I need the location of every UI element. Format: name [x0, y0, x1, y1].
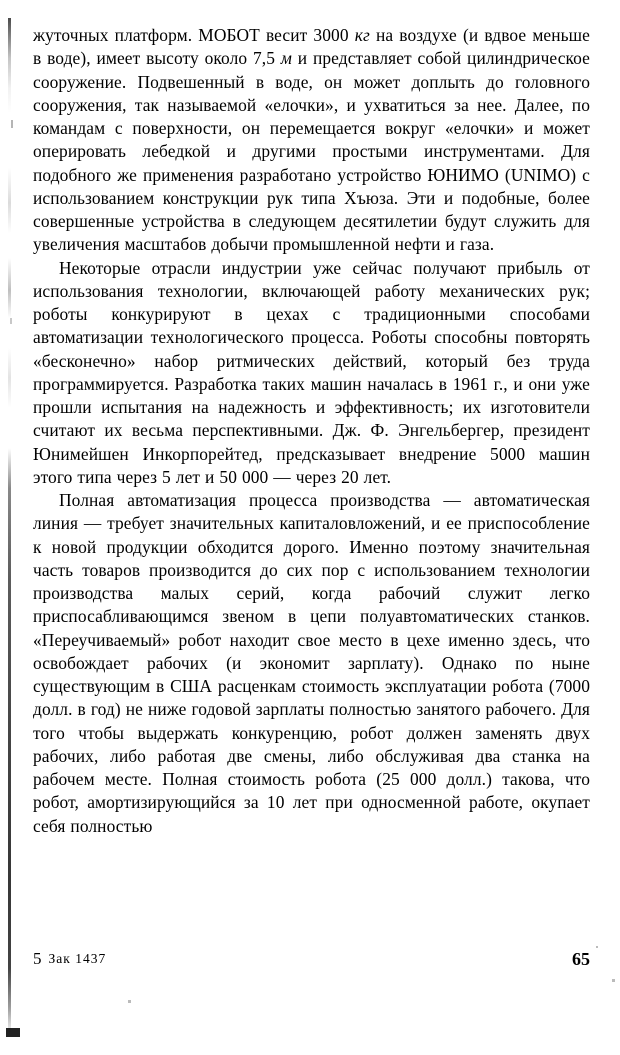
scan-speck-left-lower	[10, 318, 12, 324]
scan-speck-footer-a	[128, 1000, 131, 1003]
signature-number: 5	[33, 949, 42, 968]
page-text-body	[33, 24, 590, 838]
signature-mark	[33, 948, 106, 970]
body-text-run: Некоторые отрасли индустрии уже сейчас получают прибыль от использования технологии, включающей работу механических рук; роботы конкурируют в цехах с традиционными способами автоматизации технологического процесса. Роботы способны повторять «бесконечно» набор ритмических действий, который без труда программируется. Разработка таких машин началась в 1961 г., и они уже прошли испытания на надежность и эффективность; их изготовители считают их весьма перспективными. Дж. Ф. Энгельбергер, президент Юнимейшен Инкорпорейтед, предсказывает внедрение 5000 машин этого типа через 5 лет и 50 000 — через 20 лет.	[33, 257, 590, 487]
binding-ink-blob-artifact	[6, 1028, 20, 1037]
body-text-run: и представляет собой цилиндрическое сооружение. Подвешенный в воде, он может доплыть до головного сооружения, так называемой «елочки», и ухватиться за нее. Далее, по командам с поверхности, он перемещается вокруг «елочки» и может оперировать лебедкой и другими простыми инструментами. Для подобного же применения разработано устройство ЮНИМО (UNIMO) с использованием конструкции рук типа Хъюза. Эти и подобные, более совершенные устройства в следующем десятилетии будут служить для увеличения масштабов добычи промышленной нефти и газа.	[33, 48, 590, 255]
body-paragraph	[33, 489, 590, 838]
page-footer	[33, 948, 590, 972]
binding-shadow-artifact	[8, 18, 11, 1036]
signature-label: Зак 1437	[48, 951, 107, 966]
unit-abbreviation: м	[280, 48, 292, 69]
body-text-run: жуточных платформ. МОБОТ весит 3000	[33, 25, 355, 45]
body-text-run: Полная автоматизация процесса производства — автоматическая линия — требует значительных капиталовложений, и ее приспособление к новой продукции обходится дорого. Именно поэтому значительная часть товаров производится до сих пор с использованием технологии производства малых серий, когда рабочий служит легко приспосабливающимся звеном в цепи полуавтоматических станков. «Переучиваемый» робот находит свое место в цехе именно здесь, что освобождает рабочих (и экономит зарплату). Однако по ныне существующим в США расценкам стоимость эксплуатации робота (7000 долл. в год) не ниже годовой зарплаты полностью занятого рабочего. Для того чтобы выдержать конкуренцию, робот должен заменять двух рабочих, либо работая две смены, либо обслуживая два станка на рабочем месте. Полная стоимость робота (25 000 долл.) такова, что робот, амортизирующийся за 10 лет при односменной работе, окупает себя полностью	[33, 490, 590, 836]
body-paragraph	[33, 257, 590, 490]
body-text-run: на воздухе (и вдвое меньше в воде), имеет высоту около 7,5	[33, 25, 590, 69]
scan-speck-footer-b	[612, 979, 615, 982]
body-paragraph	[33, 24, 590, 257]
unit-abbreviation: кг	[354, 25, 370, 45]
page-number: 65	[572, 949, 590, 969]
scan-speck-footer-c	[596, 946, 598, 948]
scan-speck-left-upper	[11, 120, 13, 128]
